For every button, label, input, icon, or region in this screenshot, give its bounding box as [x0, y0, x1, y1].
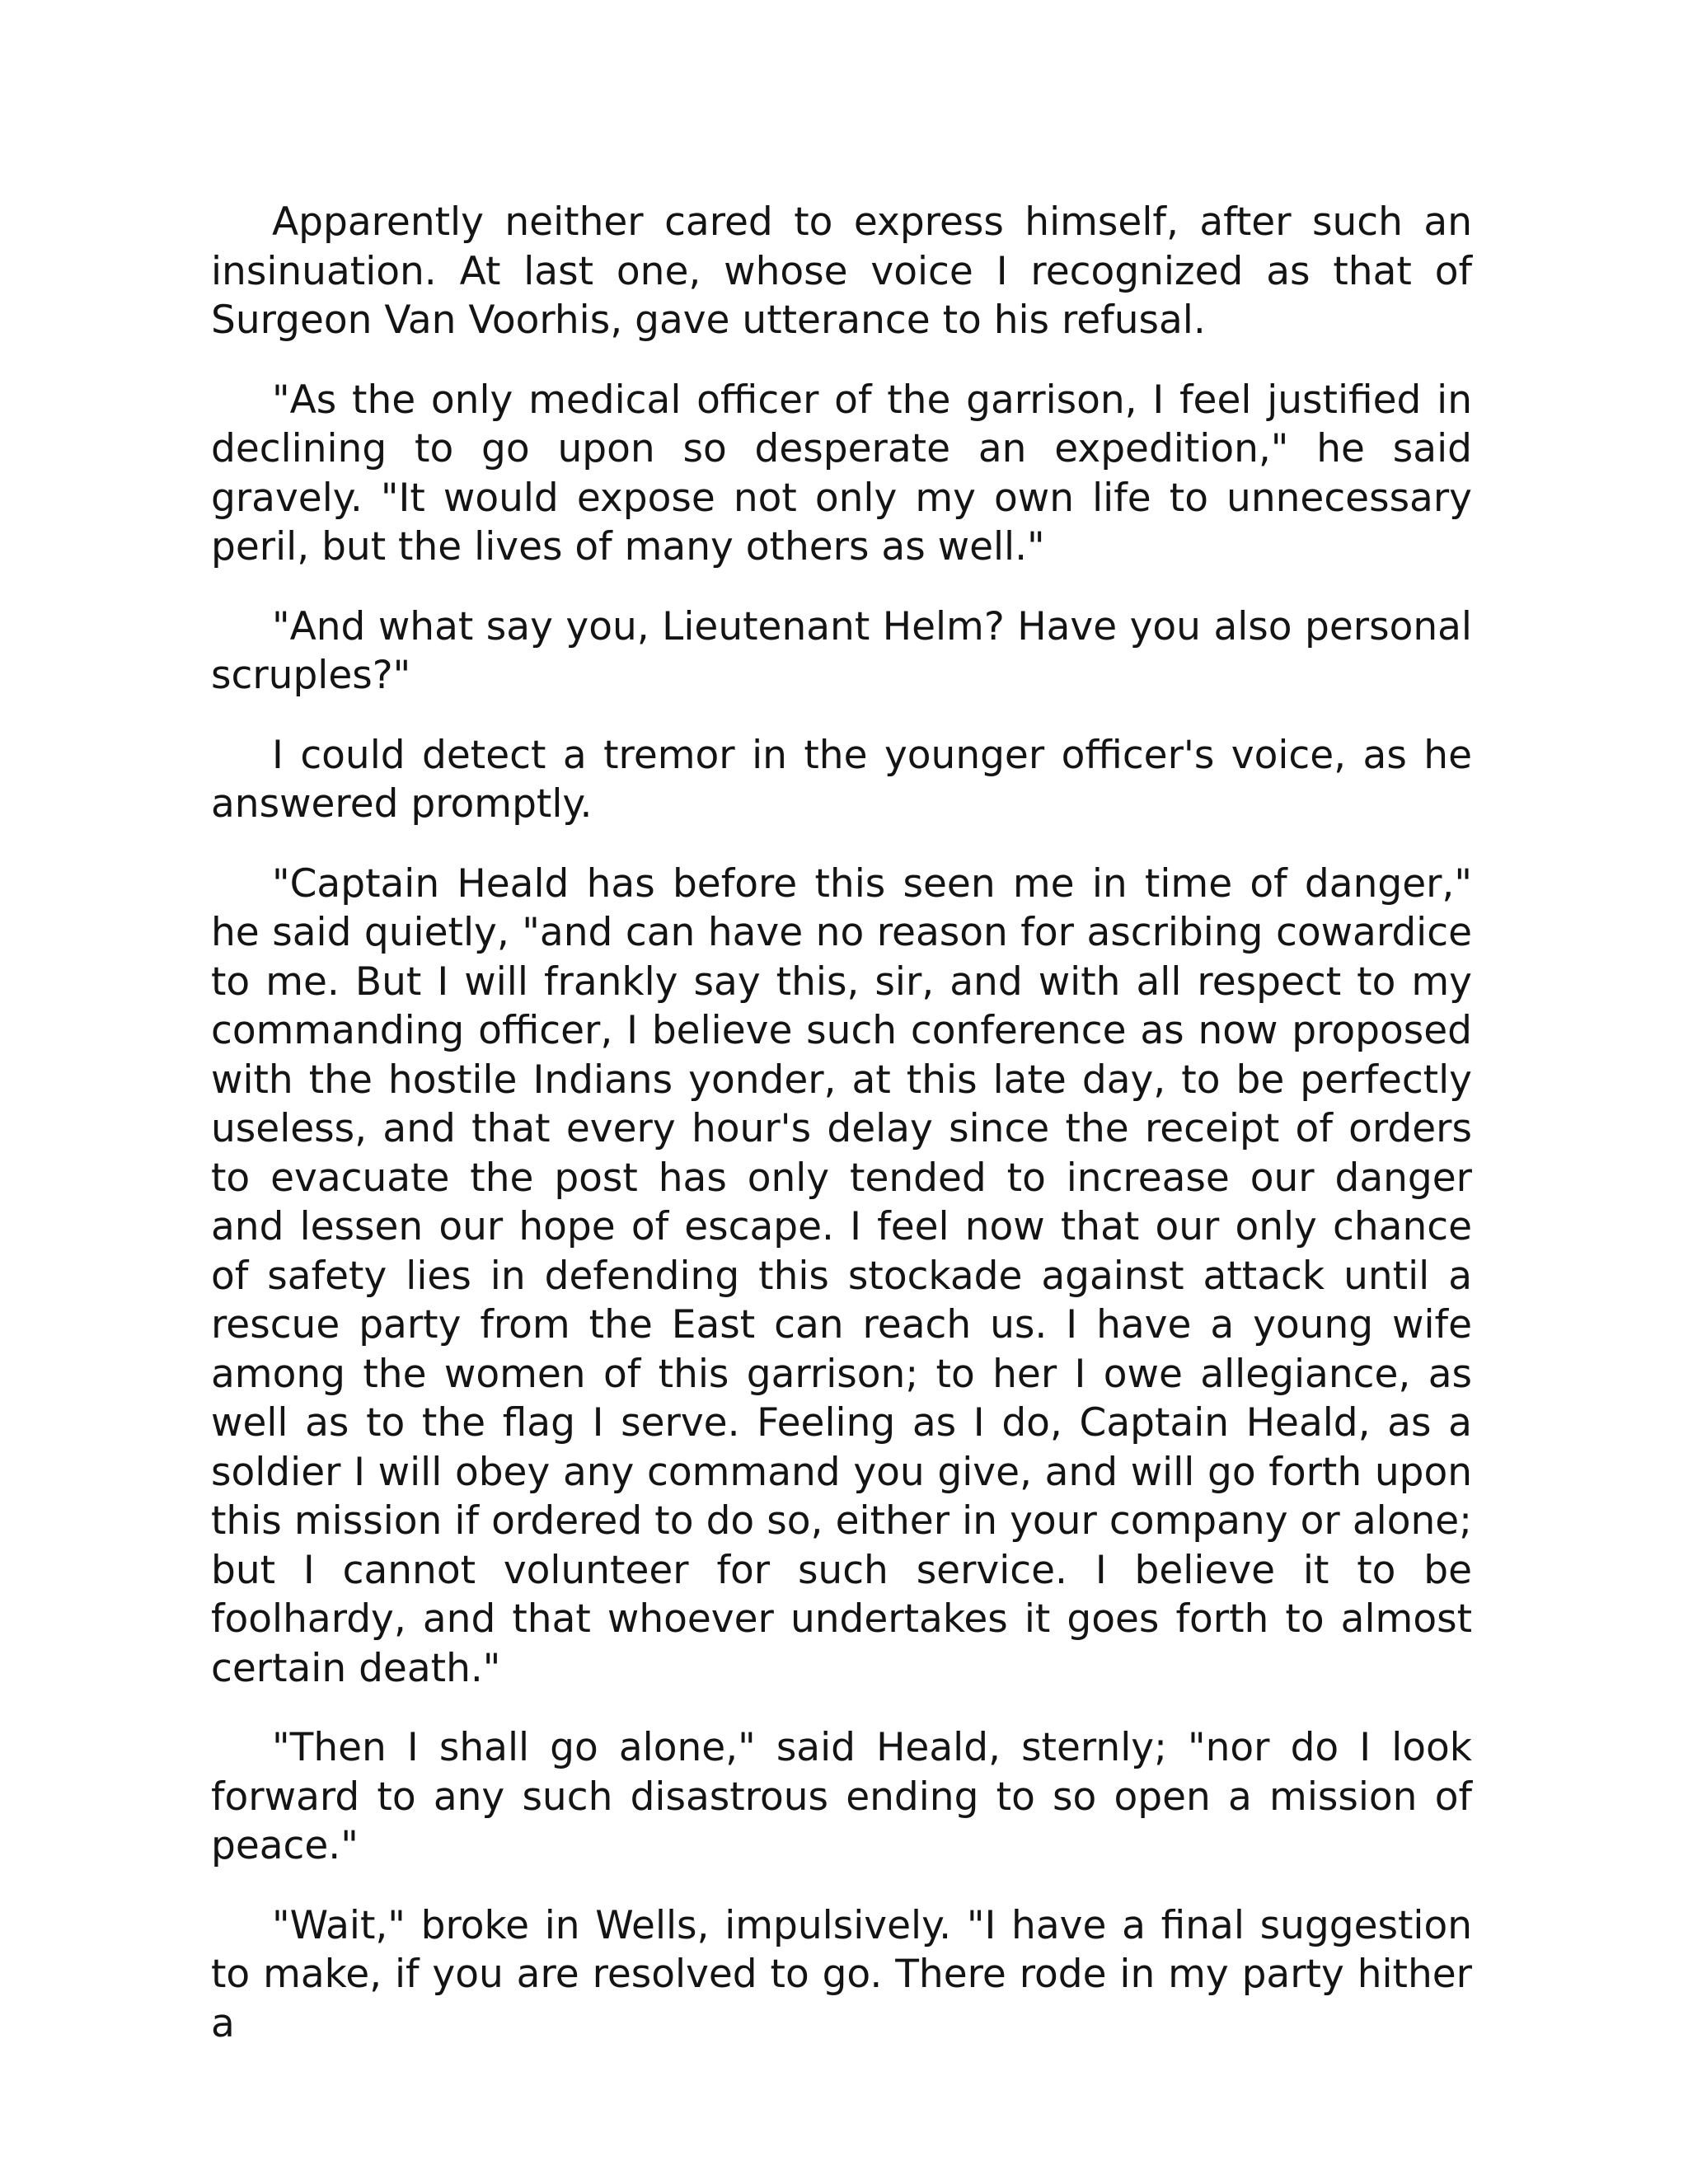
- paragraph-4: I could detect a tremor in the younger officer's voice, as he answered promptly.: [211, 732, 1472, 827]
- page-body-text: [211, 198, 1472, 2048]
- paragraph-6: "Then I shall go alone," said Heald, sternly; "nor do I look forward to any such disastrous ending to so open a mission of peace.": [211, 1725, 1472, 1868]
- paragraph-2: "As the only medical officer of the garrison, I feel justified in declining to go upon so desperate an expedition," he said gravely. "It would expose not only my own life to unnecessary peril, but the lives of many others as well.": [211, 377, 1472, 569]
- paragraph-5: "Captain Heald has before this seen me in time of danger," he said quietly, "and can have no reason for ascribing cowardice to me. But I will frankly say this, sir, and with all respect to my commanding officer, I believe such conference as now proposed with the hostile Indians yonder, at this late day, to be perfectly useless, and that every hour's delay since the receipt of orders to evacuate the post has only tended to increase our danger and lessen our hope of escape. I feel now that our only chance of safety lies in defending this stockade against attack until a rescue party from the East can reach us. I have a young wife among the women of this garrison; to her I owe allegiance, as well as to the flag I serve. Feeling as I do, Captain Heald, as a soldier I will obey any command you give, and will go forth upon this mission if ordered to do so, either in your company or alone; but I cannot volunteer for such service. I believe it to be foolhardy, and that whoever undertakes it goes forth to almost certain death.": [211, 860, 1472, 1691]
- paragraph-3: "And what say you, Lieutenant Helm? Have you also personal scruples?": [211, 603, 1472, 698]
- paragraph-7: "Wait," broke in Wells, impulsively. "I have a final suggestion to make, if you are resolved to go. There rode in my party hither a: [211, 1902, 1472, 2046]
- paragraph-1: Apparently neither cared to express himself, after such an insinuation. At last one, whose voice I recognized as that of Surgeon Van Voorhis, gave utterance to his refusal.: [211, 199, 1472, 343]
